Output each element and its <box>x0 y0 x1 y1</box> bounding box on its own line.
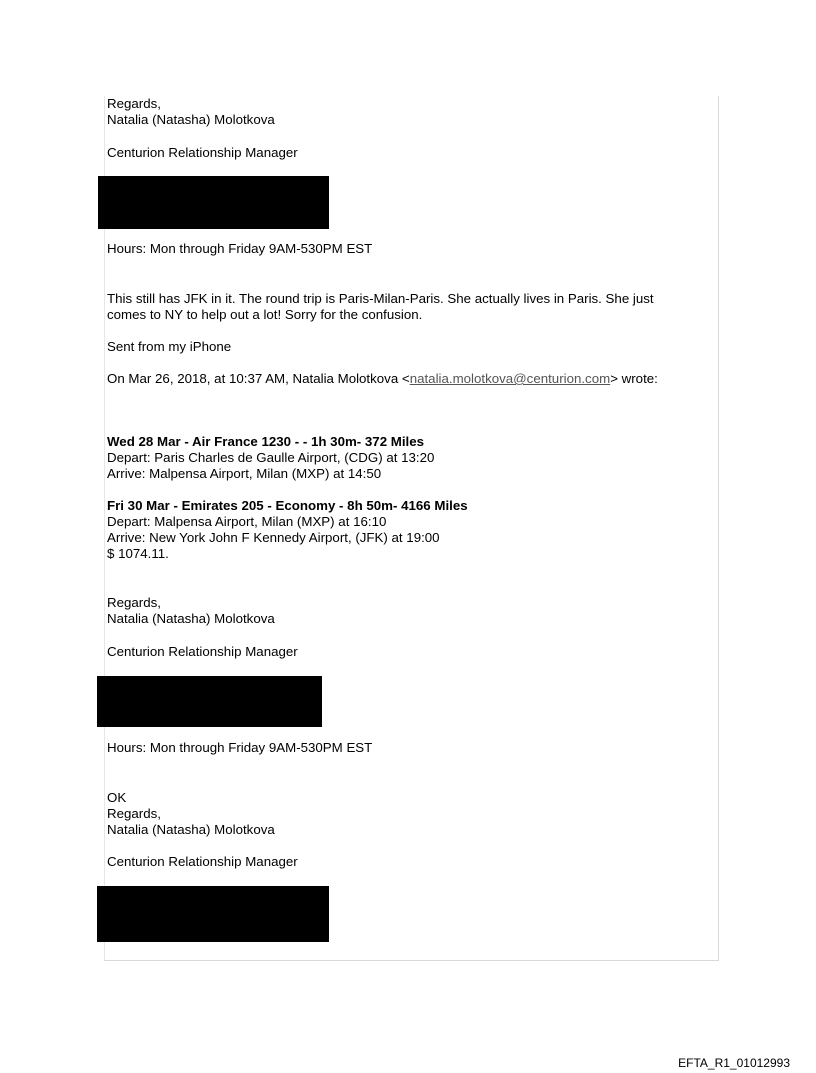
flight-depart: Depart: Paris Charles de Gaulle Airport, (CDG) at 13:20 <box>107 450 435 465</box>
signature-regards: Regards, <box>107 806 161 821</box>
signature-hours: Hours: Mon through Friday 9AM-530PM EST <box>107 740 373 755</box>
flight-price: $ 1074.11. <box>107 546 169 561</box>
quote-header <box>107 371 658 387</box>
sent-from-line: Sent from my iPhone <box>107 339 232 354</box>
flight-arrive: Arrive: New York John F Kennedy Airport, (JFK) at 19:00 <box>107 530 440 545</box>
signature-regards: Regards, <box>107 595 161 610</box>
redaction-box <box>98 176 329 229</box>
redaction-box <box>97 676 322 727</box>
document-id: EFTA_R1_01012993 <box>678 1056 790 1070</box>
redaction-box <box>97 886 329 942</box>
flight-header: Fri 30 Mar - Emirates 205 - Economy - 8h 50m- 4166 Miles <box>107 498 468 513</box>
flight-depart: Depart: Malpensa Airport, Milan (MXP) at 16:10 <box>107 514 387 529</box>
flight-arrive: Arrive: Malpensa Airport, Milan (MXP) at 14:50 <box>107 466 382 481</box>
signature-name: Natalia (Natasha) Molotkova <box>107 112 275 127</box>
quote-suffix: > wrote: <box>610 371 658 386</box>
signature-regards: Regards, <box>107 96 161 111</box>
reply-body-line: comes to NY to help out a lot! Sorry for the confusion. <box>107 307 423 322</box>
signature-name: Natalia (Natasha) Molotkova <box>107 611 275 626</box>
signature-title: Centurion Relationship Manager <box>107 644 298 659</box>
flight-header: Wed 28 Mar - Air France 1230 - - 1h 30m- 372 Miles <box>107 434 425 449</box>
reply-body-line: This still has JFK in it. The round trip is Paris-Milan-Paris. She actually lives in Paris. She just <box>107 291 654 306</box>
signature-title: Centurion Relationship Manager <box>107 854 298 869</box>
signature-title: Centurion Relationship Manager <box>107 145 298 160</box>
email-link[interactable]: natalia.molotkova@centurion.com <box>409 371 611 386</box>
quote-prefix: On Mar 26, 2018, at 10:37 AM, Natalia Molotkova < <box>107 371 410 386</box>
signature-name: Natalia (Natasha) Molotkova <box>107 822 275 837</box>
signature-hours: Hours: Mon through Friday 9AM-530PM EST <box>107 241 373 256</box>
ok-line: OK <box>107 790 127 805</box>
